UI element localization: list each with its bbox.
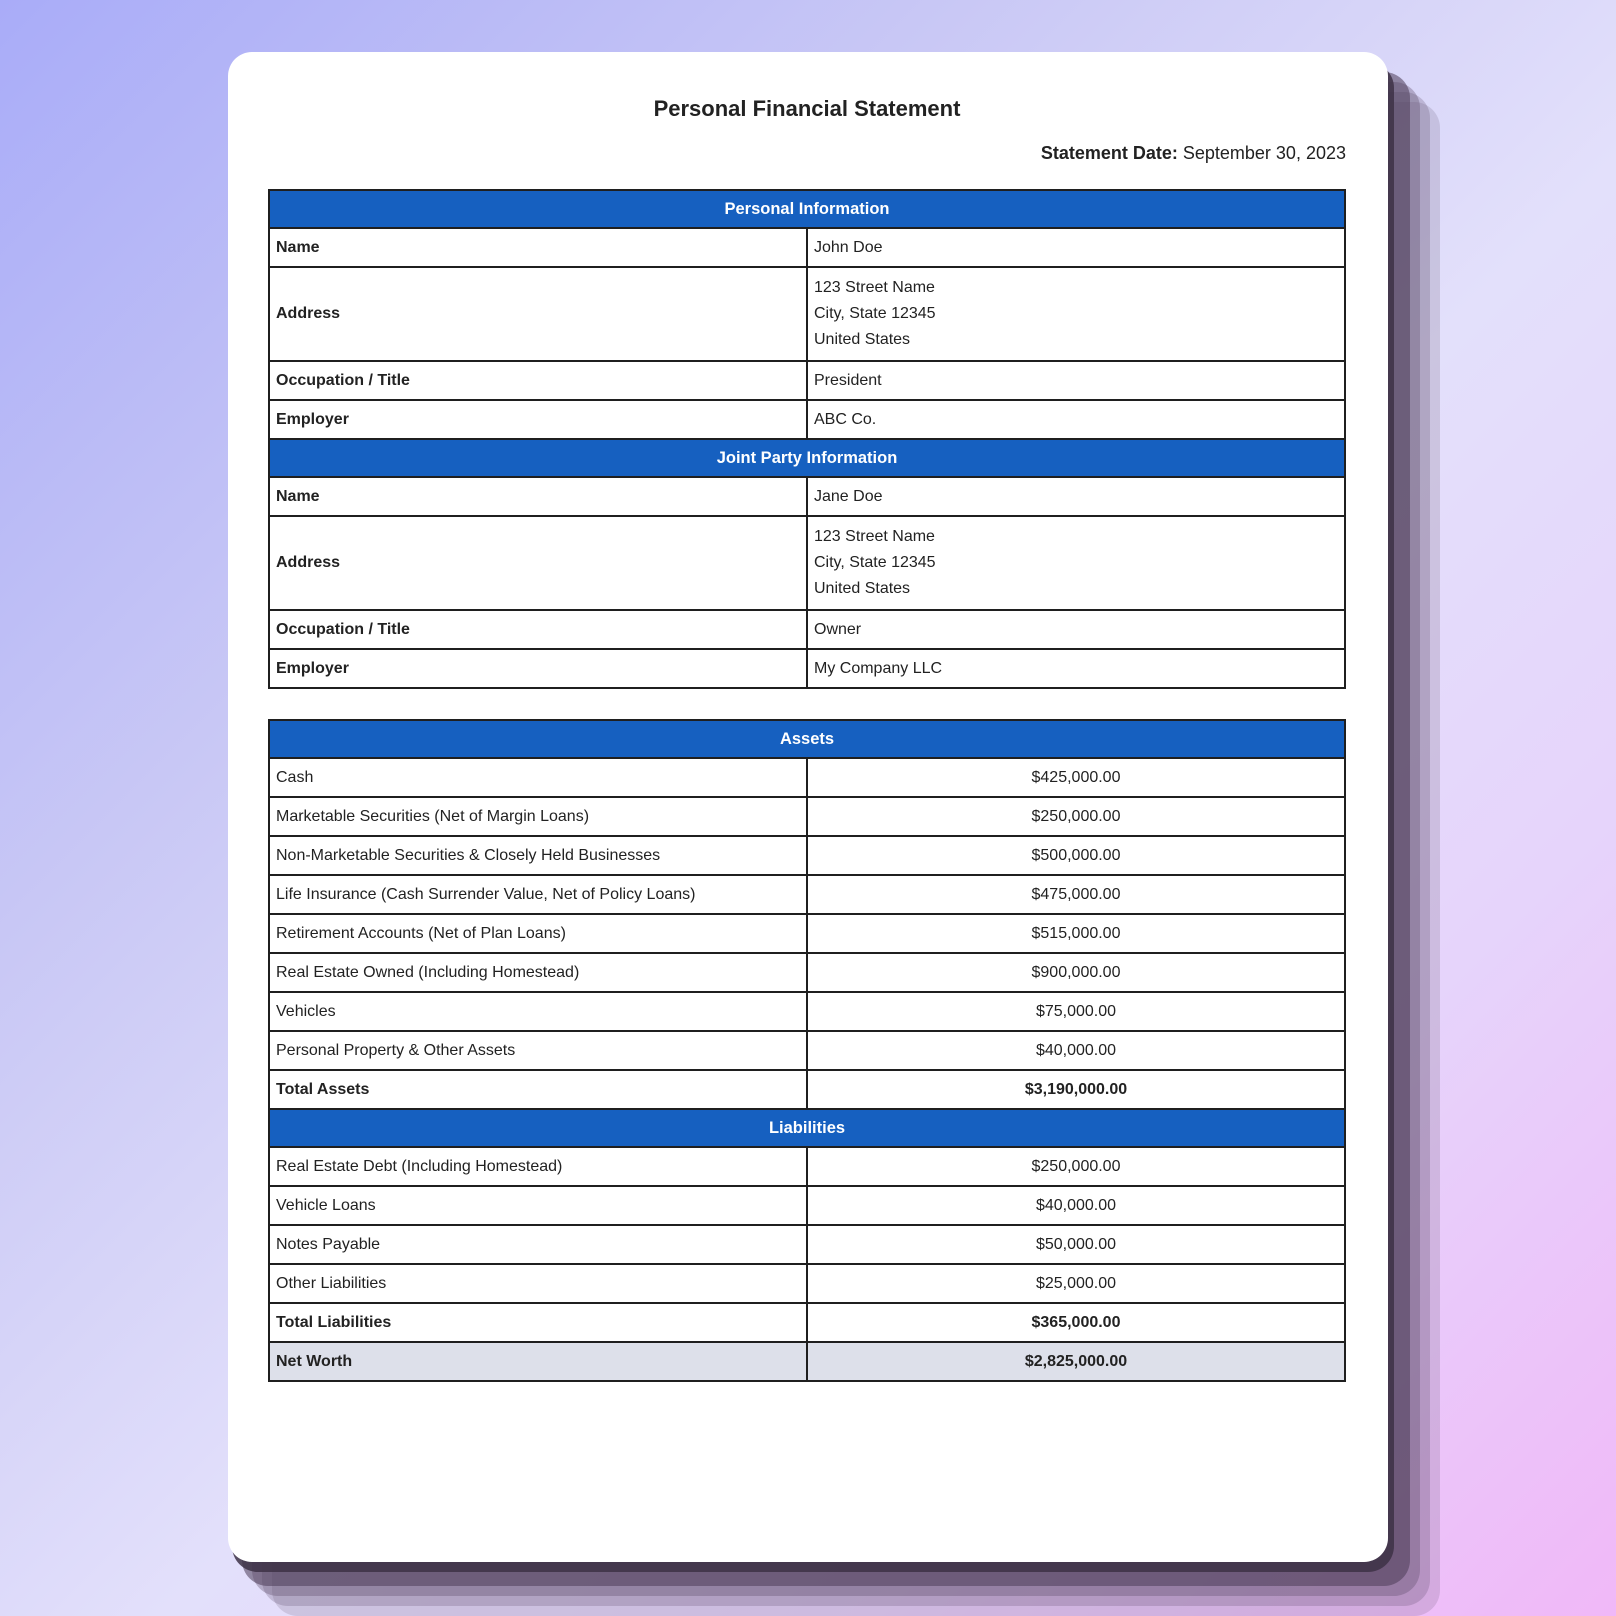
field-value: President [807, 361, 1345, 400]
field-label: Name [269, 477, 807, 516]
address-line: 123 Street Name [814, 528, 935, 545]
field-value: Jane Doe [807, 477, 1345, 516]
line-item-label: Vehicle Loans [269, 1186, 807, 1225]
table-row [269, 516, 1345, 610]
statement-date-value: September 30, 2023 [1182, 143, 1346, 163]
statement-date [268, 143, 1346, 169]
field-label: Employer [269, 649, 807, 688]
table-row [269, 953, 1345, 992]
table-row [269, 875, 1345, 914]
net-worth-value: $2,825,000.00 [807, 1342, 1345, 1381]
information-table [268, 189, 1346, 689]
line-item-value: $515,000.00 [807, 914, 1345, 953]
total-assets-row [269, 1070, 1345, 1109]
line-item-value: $475,000.00 [807, 875, 1345, 914]
line-item-value: $75,000.00 [807, 992, 1345, 1031]
line-item-value: $500,000.00 [807, 836, 1345, 875]
table-row [269, 400, 1345, 439]
line-item-label: Life Insurance (Cash Surrender Value, Net of Policy Loans) [269, 875, 807, 914]
table-row [269, 797, 1345, 836]
field-label: Address [269, 516, 807, 610]
document-page [228, 52, 1388, 1562]
line-item-label: Notes Payable [269, 1225, 807, 1264]
field-value [807, 516, 1345, 610]
section-header-label: Liabilities [269, 1109, 1345, 1147]
field-value: Owner [807, 610, 1345, 649]
line-item-value: $425,000.00 [807, 758, 1345, 797]
field-value: John Doe [807, 228, 1345, 267]
total-value: $365,000.00 [807, 1303, 1345, 1342]
section-header-liabilities [269, 1109, 1345, 1147]
table-row [269, 1186, 1345, 1225]
table-row [269, 267, 1345, 361]
line-item-value: $40,000.00 [807, 1031, 1345, 1070]
section-header-label: Personal Information [269, 190, 1345, 228]
table-row [269, 992, 1345, 1031]
address-line: City, State 12345 [814, 305, 936, 322]
table-row [269, 1264, 1345, 1303]
address-line: City, State 12345 [814, 554, 936, 571]
field-value: ABC Co. [807, 400, 1345, 439]
line-item-value: $50,000.00 [807, 1225, 1345, 1264]
statement-date-label: Statement Date: [1040, 143, 1178, 163]
section-header-label: Joint Party Information [269, 439, 1345, 477]
section-header-personal [269, 190, 1345, 228]
table-row [269, 477, 1345, 516]
line-item-label: Personal Property & Other Assets [269, 1031, 807, 1070]
table-row [269, 914, 1345, 953]
table-row [269, 649, 1345, 688]
document-title: Personal Financial Statement [653, 96, 961, 121]
line-item-label: Cash [269, 758, 807, 797]
table-row [269, 1031, 1345, 1070]
line-item-value: $250,000.00 [807, 1147, 1345, 1186]
table-row [269, 1225, 1345, 1264]
line-item-label: Vehicles [269, 992, 807, 1031]
field-label: Name [269, 228, 807, 267]
total-value: $3,190,000.00 [807, 1070, 1345, 1109]
total-label: Total Assets [269, 1070, 807, 1109]
field-label: Occupation / Title [269, 361, 807, 400]
line-item-label: Real Estate Debt (Including Homestead) [269, 1147, 807, 1186]
field-label: Occupation / Title [269, 610, 807, 649]
total-liabilities-row [269, 1303, 1345, 1342]
field-label: Address [269, 267, 807, 361]
section-header-label: Assets [269, 720, 1345, 758]
address-line: United States [814, 331, 911, 348]
net-worth-label: Net Worth [269, 1342, 807, 1381]
line-item-label: Non-Marketable Securities & Closely Held Businesses [269, 836, 807, 875]
table-row [269, 1147, 1345, 1186]
net-worth-row [269, 1342, 1345, 1381]
total-label: Total Liabilities [269, 1303, 807, 1342]
line-item-label: Real Estate Owned (Including Homestead) [269, 953, 807, 992]
address-line: 123 Street Name [814, 279, 935, 296]
line-item-value: $40,000.00 [807, 1186, 1345, 1225]
table-row [269, 361, 1345, 400]
section-header-joint [269, 439, 1345, 477]
table-row [269, 228, 1345, 267]
table-row [269, 758, 1345, 797]
table-row [269, 610, 1345, 649]
field-label: Employer [269, 400, 807, 439]
line-item-value: $250,000.00 [807, 797, 1345, 836]
line-item-label: Retirement Accounts (Net of Plan Loans) [269, 914, 807, 953]
line-item-value: $900,000.00 [807, 953, 1345, 992]
line-item-label: Other Liabilities [269, 1264, 807, 1303]
table-row [269, 836, 1345, 875]
field-value: My Company LLC [807, 649, 1345, 688]
field-value [807, 267, 1345, 361]
line-item-label: Marketable Securities (Net of Margin Loans) [269, 797, 807, 836]
financial-table [268, 719, 1346, 1382]
address-line: United States [814, 580, 911, 597]
line-item-value: $25,000.00 [807, 1264, 1345, 1303]
section-header-assets [269, 720, 1345, 758]
